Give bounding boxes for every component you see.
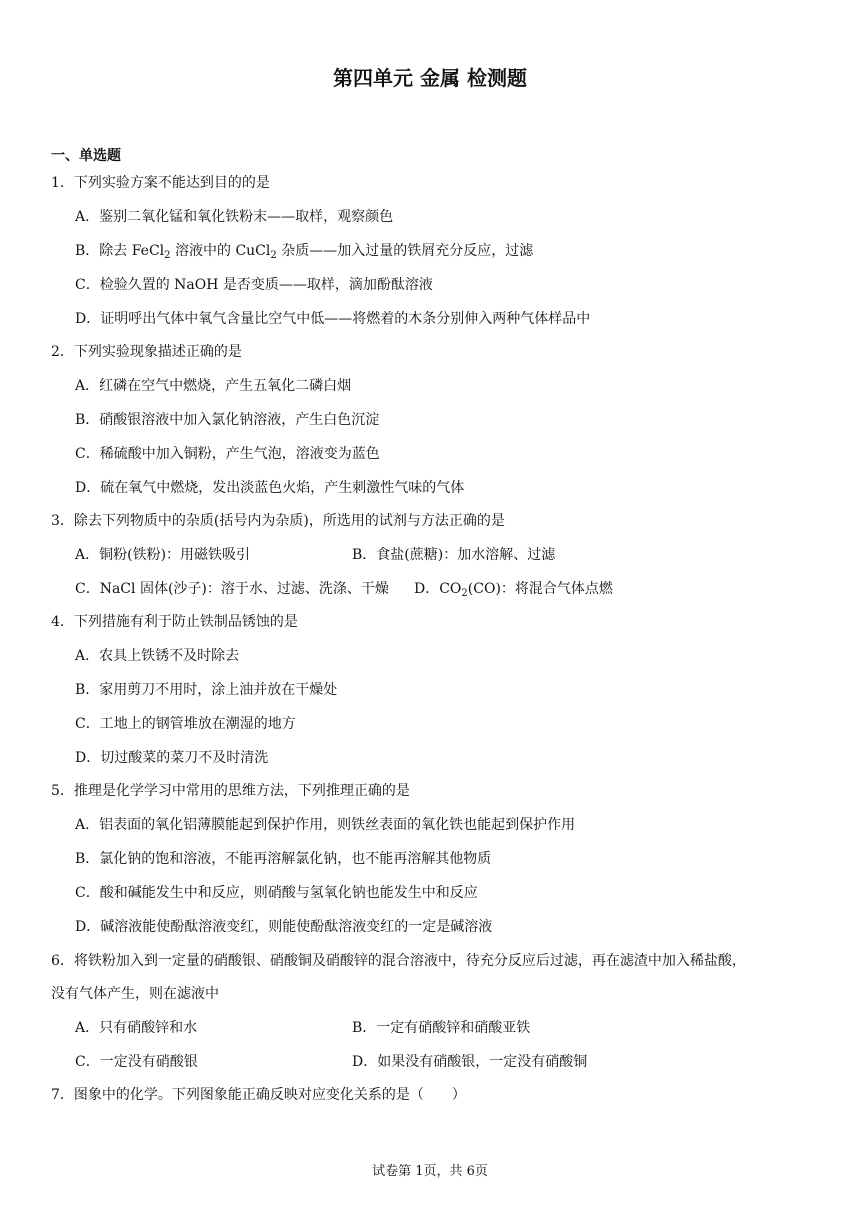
question-5-option-b: B．氯化钠的饱和溶液，不能再溶解氯化钠，也不能再溶解其他物质 xyxy=(75,851,492,867)
question-4-option-d: D．切过酸菜的菜刀不及时清洗 xyxy=(75,750,269,766)
subscript: 2 xyxy=(461,588,468,599)
option-d-text-1: D．CO xyxy=(414,581,462,597)
page-title: 第四单元 金属 检测题 xyxy=(333,66,527,90)
question-2-option-d: D．硫在氧气中燃烧，发出淡蓝色火焰，产生刺激性气味的气体 xyxy=(75,480,465,496)
question-5-option-d: D．碱溶液能使酚酞溶液变红，则能使酚酞溶液变红的一定是碱溶液 xyxy=(75,919,493,935)
subscript: 2 xyxy=(270,250,277,261)
subscript: 2 xyxy=(164,250,171,261)
question-3-option-b: B．食盐(蔗糖)：加水溶解、过滤 xyxy=(352,547,556,563)
question-4-option-b: B．家用剪刀不用时，涂上油并放在干燥处 xyxy=(75,682,338,698)
question-3-option-d xyxy=(414,580,613,598)
question-6-stem-line-1: 6．将铁粉加入到一定量的硝酸银、硝酸铜及硝酸锌的混合溶液中，待充分反应后过滤，再在滤渣中加入稀盐酸， xyxy=(51,953,746,969)
question-6-option-b: B．一定有硝酸锌和硝酸亚铁 xyxy=(352,1020,531,1036)
question-2-stem: 2．下列实验现象描述正确的是 xyxy=(51,344,242,360)
question-1-option-c: C．检验久置的 NaOH 是否变质——取样，滴加酚酞溶液 xyxy=(75,277,433,293)
question-2-option-c: C．稀硫酸中加入铜粉，产生气泡，溶液变为蓝色 xyxy=(75,446,380,462)
question-5-stem: 5．推理是化学学习中常用的思维方法，下列推理正确的是 xyxy=(51,783,410,799)
question-3-option-c: C．NaCl 固体(沙子)：溶于水、过滤、洗涤、干燥 xyxy=(75,581,389,597)
question-1-option-b xyxy=(75,242,533,260)
question-1-stem: 1．下列实验方案不能达到目的的是 xyxy=(51,175,270,191)
question-6-option-c: C．一定没有硝酸银 xyxy=(75,1054,198,1070)
question-4-option-c: C．工地上的钢管堆放在潮湿的地方 xyxy=(75,716,296,732)
question-7-stem: 7．图象中的化学。下列图象能正确反映对应变化关系的是（ ） xyxy=(51,1087,466,1103)
question-3-stem: 3．除去下列物质中的杂质(括号内为杂质)，所选用的试剂与方法正确的是 xyxy=(51,513,505,529)
question-4-stem: 4．下列措施有利于防止铁制品锈蚀的是 xyxy=(51,614,298,630)
question-1-option-a: A．鉴别二氧化锰和氧化铁粉末——取样，观察颜色 xyxy=(75,209,394,225)
question-3-option-a: A．铜粉(铁粉)：用磁铁吸引 xyxy=(75,547,251,563)
question-5-option-c: C．酸和碱能发生中和反应，则硝酸与氢氧化钠也能发生中和反应 xyxy=(75,885,478,901)
option-b-text-3: 杂质——加入过量的铁屑充分反应，过滤 xyxy=(276,243,534,259)
option-d-text-2: (CO)：将混合气体点燃 xyxy=(467,581,613,597)
question-6-stem-line-2: 没有气体产生，则在滤液中 xyxy=(51,986,219,1002)
page-footer: 试卷第 1页，共 6页 xyxy=(372,1164,488,1179)
question-6-option-a: A．只有硝酸锌和水 xyxy=(75,1020,198,1036)
option-b-text-1: B．除去 FeCl xyxy=(75,243,165,259)
question-1-option-d: D．证明呼出气体中氧气含量比空气中低——将燃着的木条分别伸入两种气体样品中 xyxy=(75,311,591,327)
question-2-option-a: A．红磷在空气中燃烧，产生五氧化二磷白烟 xyxy=(75,378,352,394)
question-4-option-a: A．农具上铁锈不及时除去 xyxy=(75,648,240,664)
question-6-option-d: D．如果没有硝酸银，一定没有硝酸铜 xyxy=(352,1054,588,1070)
question-5-option-a: A．铝表面的氧化铝薄膜能起到保护作用，则铁丝表面的氧化铁也能起到保护作用 xyxy=(75,817,576,833)
section-heading: 一、单选题 xyxy=(51,148,121,164)
option-b-text-2: 溶液中的 CuCl xyxy=(170,243,271,259)
question-2-option-b: B．硝酸银溶液中加入氯化钠溶液，产生白色沉淀 xyxy=(75,412,380,428)
